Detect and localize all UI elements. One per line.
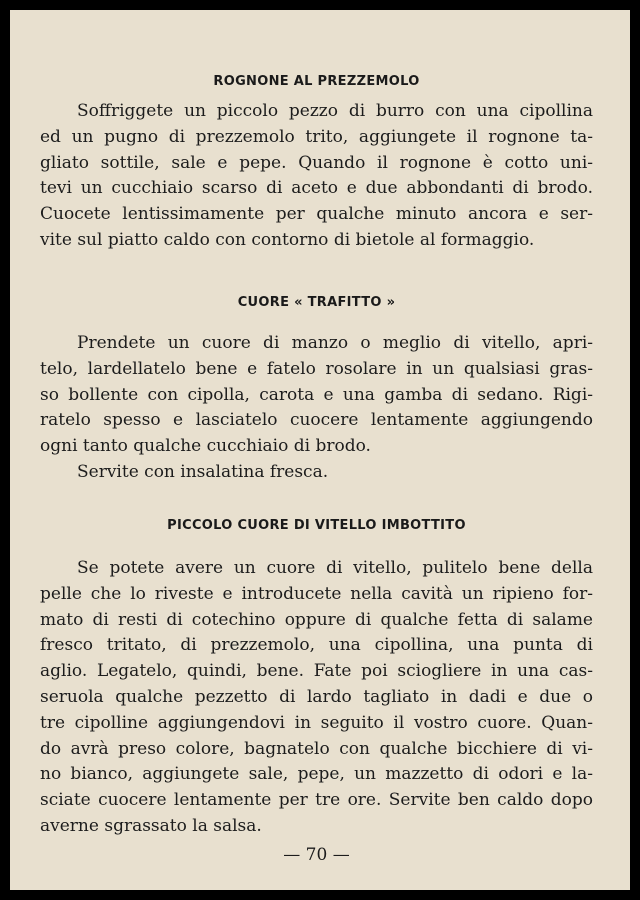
text-line: seruola qualche pezzetto di lardo tagliato in dadi e due o (40, 686, 593, 707)
text-line: fresco tritato, di prezzemolo, una cipollina, una punta di (40, 635, 593, 656)
text-line: sciate cuocere lentamente per tre ore. Servite ben caldo dopo (40, 790, 593, 811)
text-line: no bianco, aggiungete sale, pepe, un mazzetto di odori e la- (40, 764, 593, 785)
text-line: Se potete avere un cuore di vitello, pulitelo bene della (77, 558, 593, 578)
section-title-cuore-trafitto: CUORE « TRAFITTO » (237, 295, 396, 310)
text-line: Servite con insalatina fresca. (77, 461, 329, 482)
text-line: tevi un cucchiaio scarso di aceto e due abbondanti di brodo. (40, 178, 593, 199)
section-body-rognone (40, 99, 593, 254)
text-line: vite sul piatto caldo con contorno di bietole al formaggio. (40, 229, 535, 250)
text-line: mato di resti di cotechino oppure di qualche fetta di salame (40, 609, 593, 630)
book-page (10, 10, 630, 890)
section-body-cuore-trafitto (40, 331, 593, 486)
text-line: do avrà preso colore, bagnatelo con qualche bicchiere di vi- (40, 738, 593, 759)
text-line: Cuocete lentissimamente per qualche minuto ancora e ser- (40, 204, 593, 225)
section-body-cuore-imbottito (40, 556, 593, 840)
text-line: so bollente con cipolla, carota e una gamba di sedano. Rigi- (40, 384, 593, 405)
section-title-cuore-imbottito: PICCOLO CUORE DI VITELLO IMBOTTITO (167, 518, 466, 533)
text-line: ratelo spesso e lasciatelo cuocere lentamente aggiungendo (40, 410, 593, 431)
text-line: tre cipolline aggiungendovi in seguito il vostro cuore. Quan- (40, 712, 593, 733)
section-title-rognone: ROGNONE AL PREZZEMOLO (213, 74, 420, 89)
page-number: — 70 — (283, 845, 350, 865)
text-line: pelle che lo riveste e introducete nella cavità un ripieno for- (40, 583, 593, 604)
text-line: averne sgrassato la salsa. (40, 815, 262, 836)
text-line: gliato sottile, sale e pepe. Quando il rognone è cotto uni- (40, 152, 593, 173)
text-line: ed un pugno di prezzemolo trito, aggiungete il rognone ta- (40, 126, 593, 147)
text-line: telo, lardellatelo bene e fatelo rosolare in un qualsiasi gras- (40, 358, 593, 379)
text-line: Soffriggete un piccolo pezzo di burro con una cipollina (77, 101, 593, 121)
text-line: ogni tanto qualche cucchiaio di brodo. (40, 436, 371, 457)
text-line: aglio. Legatelo, quindi, bene. Fate poi sciogliere in una cas- (40, 661, 593, 682)
text-line: Prendete un cuore di manzo o meglio di vitello, apri- (77, 333, 593, 353)
